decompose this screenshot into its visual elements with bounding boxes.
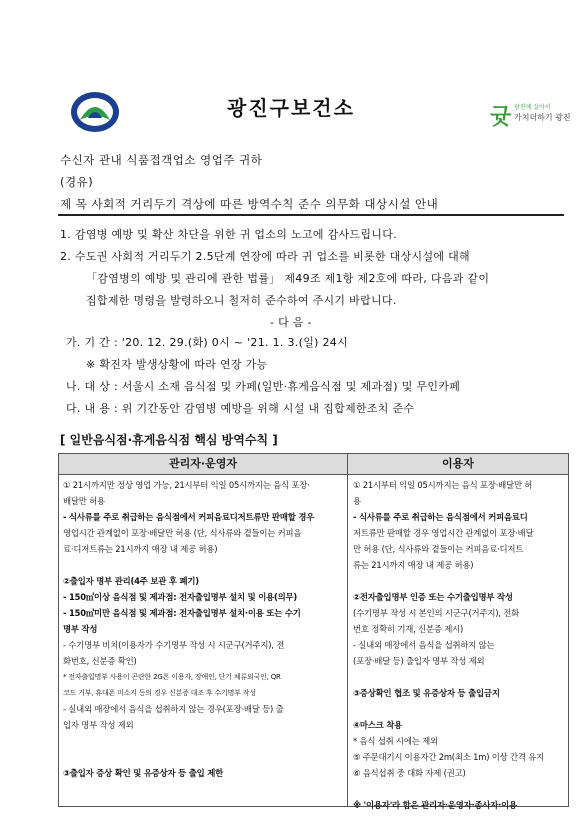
operator-rule-line: ②출입자 명부 관리(4주 보관 후 폐기) [63, 576, 199, 586]
user-rules-cell [353, 478, 565, 810]
body-p2c: 집합제한 명령을 발령하오니 철저히 준수하여 주시기 바랍니다. [86, 294, 397, 307]
user-rule-line: 만 허용 (단, 식사류와 곁들이는 커피음료·디저트 [353, 544, 524, 554]
user-rule-line: ⑥ 음식섭취 중 대화 자제 (권고) [353, 768, 466, 778]
body-p1: 1. 감염병 예방 및 확산 차단을 위한 귀 업소의 노고에 감사드립니다. [60, 228, 397, 241]
slogan-small: 광진에 살아서 [514, 104, 551, 111]
page-title: 광진구보건소 [227, 96, 355, 120]
operator-rule-line: 배달만 허용 [63, 496, 105, 506]
operator-rule-line: 명부 작성 [63, 624, 98, 634]
table-header-operator: 관리자·운영자 [59, 454, 347, 475]
operator-rule-line: ③출입자 증상 확인 및 유증상자 등 출입 제한 [63, 768, 224, 778]
user-rule-line: ① 21시부터 익일 05시까지는 음식 포장·배달만 허 [353, 480, 533, 490]
slogan-logo [490, 100, 570, 130]
user-rule-line: ⑤ 주문대기시 이용자간 2m(최소 1m) 이상 간격 유지 [353, 752, 544, 762]
user-rule-line: 류는 21시까지 매장 내 제공 허용) [353, 560, 474, 570]
operator-rule-line: 코드 거부, 휴대폰 미소지 등의 경우 신분증 대조 후 수기명부 작성 [63, 689, 256, 697]
operator-rule-line: - 150㎡이상 음식점 및 제과점: 전자출입명부 설치 및 이용(의무) [63, 592, 298, 602]
slogan-main: 가치더하기 광진 [514, 113, 571, 122]
user-rule-line: ※ '이용자'라 함은 관리자·운영자·종사자·이용 [353, 800, 517, 810]
operator-rule-line: - 수기명부 비치(이용자가 수기명부 작성 시 시군구(거주지), 전 [63, 640, 285, 650]
body-p2b: 「감염병의 예방 및 관리에 관한 법률」 제49조 제1항 제2호에 따라, 다음과 같이 [86, 272, 490, 285]
operator-rule-line: 입자 명부 작성 제외 [63, 720, 134, 730]
section-title: [ 일반음식점·휴게음식점 핵심 방역수칙 ] [60, 433, 278, 447]
subject-divider [58, 214, 564, 216]
quarantine-rules-table [58, 453, 569, 810]
body-p2a: 2. 수도권 사회적 거리두기 2.5단계 연장에 따라 귀 업소를 비롯한 대상시설에 대해 [60, 250, 470, 263]
via-line: (경유) [60, 175, 94, 189]
item-ga-note: ※ 확진자 발생상황에 따라 연장 가능 [86, 358, 268, 371]
user-rule-line: (수기명부 작성 시 본인의 시군구(거주지), 전화 [353, 608, 519, 618]
item-da: 다. 내 용 : 위 기간동안 감염병 예방을 위해 시설 내 집합제한조치 준수 [66, 402, 415, 415]
operator-rule-line: 화번호, 신분증 확인) [63, 656, 137, 666]
table-column-divider [347, 454, 348, 806]
subject-line: 제 목 사회적 거리두기 격상에 따른 방역수칙 준수 의무화 대상시설 안내 [60, 197, 439, 211]
recipient-line: 수신자 관내 식품접객업소 영업주 귀하 [60, 153, 263, 167]
item-ga: 가. 기 간 : '20. 12. 29.(화) 0시 ~ '21. 1. 3.(일) 24시 [66, 336, 349, 349]
user-rule-line: (포장·배달 등) 출입자 명부 작성 제외 [353, 656, 485, 666]
user-rule-line: ②전자출입명부 인증 또는 수기출입명부 작성 [353, 592, 513, 602]
item-na: 나. 대 상 : 서울시 소재 음식점 및 카페(일반·휴게음식점 및 제과점) 및 무인카페 [66, 380, 461, 393]
operator-rule-line: - 식사류를 주로 취급하는 음식점에서 커피음료디저트류만 판매할 경우 [63, 512, 315, 522]
user-rule-line: ③증상확인 협조 및 유증상자 등 출입금지 [353, 688, 500, 698]
slogan-mark-icon: 귯 [490, 105, 512, 130]
user-rule-line: 번호 정확히 기재, 신분증 제시) [353, 624, 464, 634]
user-rule-line: ④마스크 착용 [353, 720, 403, 730]
operator-rule-line: ① 21시까지만 정상 영업 가능, 21시부터 익일 05시까지는 음식 포장· [63, 480, 310, 490]
operator-rule-line: - 실내외 매장에서 음식을 섭취하지 않는 경우(포장·배달 등) 출 [63, 704, 284, 714]
user-rule-line: - 식사류를 주로 취급하는 음식점에서 커피음료디 [353, 512, 528, 522]
user-rule-line: 저트류만 판매할 경우 영업시간 관계없이 포장·배달 [353, 528, 534, 538]
user-rule-line: 용 [353, 496, 361, 506]
operator-rule-line: 영업시간 관계없이 포장·배달만 허용 (단, 식사류와 곁들이는 커피음 [63, 528, 302, 538]
user-rule-line: * 음식 섭취 시에는 제외 [353, 736, 438, 746]
table-header-user: 이용자 [348, 454, 568, 475]
operator-rule-line: 료·디저트류는 21시까지 매장 내 제공 허용) [63, 544, 218, 554]
body-separator: - 다 음 - [270, 316, 312, 329]
operator-rule-line: - 150㎡미만 음식점 및 제과점: 전자출입명부 설치·이용 또는 수기 [63, 608, 301, 618]
operator-rules-cell [63, 478, 345, 804]
user-rule-line: - 실내외 매장에서 음식을 섭취하지 않는 [353, 640, 495, 650]
operator-rule-line: * 전자출입명부 사용이 곤란한 2G폰 이용자, 장애인, 단기 체류외국인, QR [63, 673, 281, 681]
